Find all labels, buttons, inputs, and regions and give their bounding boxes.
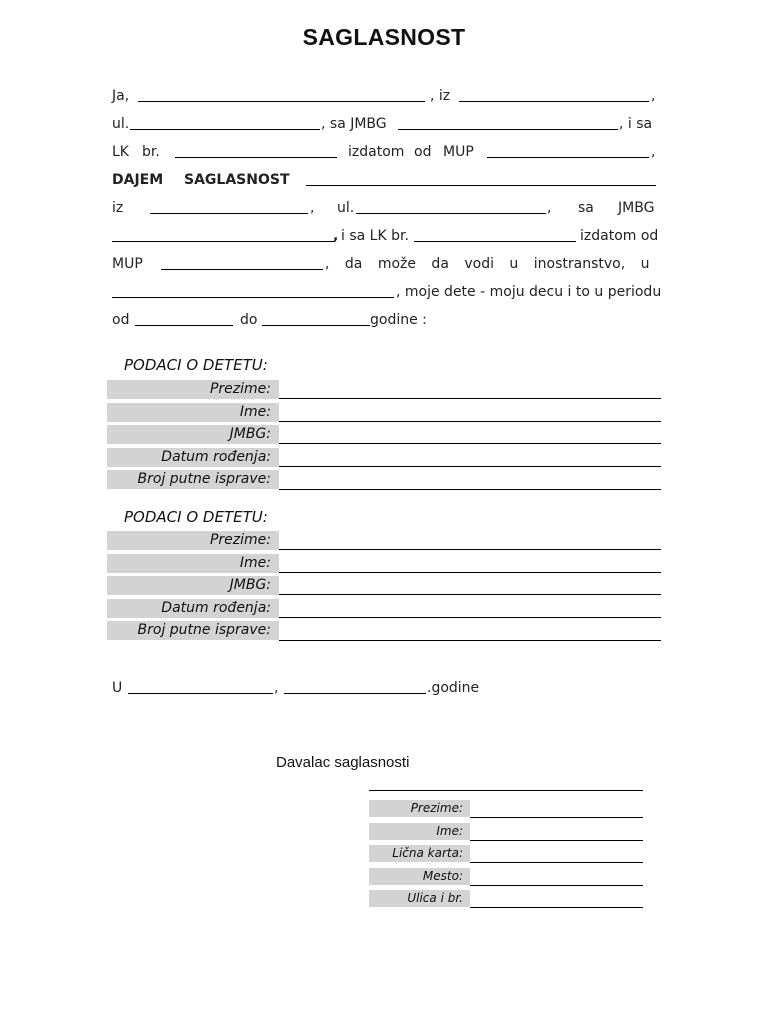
giver-city-label: Mesto: xyxy=(369,868,470,885)
street-field-line[interactable] xyxy=(130,129,320,130)
child-name-line[interactable] xyxy=(279,421,661,422)
text-dajem: DAJEM xyxy=(112,172,164,188)
text-comma: , xyxy=(651,88,656,104)
text-travel-abroad: , da može da vodi u inostranstvo, u xyxy=(325,256,650,272)
recipient-jmbg-line[interactable] xyxy=(112,241,334,242)
child-birthdate-line[interactable] xyxy=(279,617,661,618)
name-field-line[interactable] xyxy=(138,101,425,102)
text-i-sa: , i sa xyxy=(619,116,653,132)
text-mup: MUP xyxy=(112,256,143,272)
text-izdatom: izdatom xyxy=(348,144,405,160)
mup-field-line[interactable] xyxy=(487,157,649,158)
text-comma: , xyxy=(547,200,552,216)
consent-recipient-line[interactable] xyxy=(306,185,656,186)
child-jmbg-line[interactable] xyxy=(279,443,661,444)
giver-street-label: Ulica i br. xyxy=(369,890,470,907)
text-br: br. xyxy=(142,144,160,160)
text-sa: sa xyxy=(578,200,594,216)
giver-street-line[interactable] xyxy=(470,907,643,908)
period-from-line[interactable] xyxy=(135,325,233,326)
child-name-label: Ime: xyxy=(107,554,279,573)
recipient-mup-line[interactable] xyxy=(161,269,323,270)
text-od: od xyxy=(414,144,432,160)
child-name-label: Ime: xyxy=(107,403,279,422)
recipient-city-line[interactable] xyxy=(150,213,308,214)
destination-line[interactable] xyxy=(112,297,394,298)
child-surname-label: Prezime: xyxy=(107,380,279,399)
text-comma: , xyxy=(310,200,315,216)
text-ul: ul. xyxy=(112,116,130,132)
document-title: SAGLASNOST xyxy=(302,24,466,50)
giver-name-line[interactable] xyxy=(470,840,643,841)
child-section-title: PODACI O DETETU: xyxy=(124,356,268,374)
giver-surname-line[interactable] xyxy=(470,817,643,818)
recipient-street-line[interactable] xyxy=(356,213,546,214)
signature-line[interactable] xyxy=(369,790,643,791)
text-mup: MUP xyxy=(443,144,474,160)
child-section-title: PODACI O DETETU: xyxy=(124,508,268,526)
jmbg-field-line[interactable] xyxy=(398,129,618,130)
text-ul: ul. xyxy=(337,200,355,216)
text-do: do xyxy=(240,312,258,328)
child-passport-line[interactable] xyxy=(279,640,661,641)
city-field-line[interactable] xyxy=(459,101,649,102)
consent-giver-title: Davalac saglasnosti xyxy=(276,754,410,771)
text-godine: godine : xyxy=(370,312,427,328)
text-iz: iz xyxy=(112,200,124,216)
giver-name-label: Ime: xyxy=(369,823,470,840)
giver-city-line[interactable] xyxy=(470,885,643,886)
child-birthdate-label: Datum rođenja: xyxy=(107,448,279,467)
text-ja: Ja, xyxy=(112,88,130,104)
text-u: U xyxy=(112,680,123,696)
child-birthdate-label: Datum rođenja: xyxy=(107,599,279,618)
text-children-period: , moje dete - moju decu i to u periodu xyxy=(396,284,662,300)
date-line[interactable] xyxy=(284,693,426,694)
giver-id-card-label: Lična karta: xyxy=(369,845,470,862)
child-jmbg-label: JMBG: xyxy=(107,425,279,444)
child-surname-label: Prezime: xyxy=(107,531,279,550)
text-comma: , xyxy=(651,144,656,160)
place-line[interactable] xyxy=(128,693,273,694)
child-jmbg-label: JMBG: xyxy=(107,576,279,595)
text-iz: , iz xyxy=(430,88,451,104)
child-name-line[interactable] xyxy=(279,572,661,573)
text-sa-jmbg: , sa JMBG xyxy=(321,116,387,132)
text-i-sa-lk-br: i sa LK br. xyxy=(341,228,409,244)
giver-id-card-line[interactable] xyxy=(470,862,643,863)
text-saglasnost: SAGLASNOST xyxy=(184,172,290,188)
child-birthdate-line[interactable] xyxy=(279,466,661,467)
text-jmbg: JMBG xyxy=(618,200,655,216)
text-lk: LK xyxy=(112,144,129,160)
child-surname-line[interactable] xyxy=(279,549,661,550)
child-passport-line[interactable] xyxy=(279,489,661,490)
text-comma: , xyxy=(333,228,339,244)
child-surname-line[interactable] xyxy=(279,398,661,399)
child-passport-label: Broj putne isprave: xyxy=(107,621,279,640)
recipient-id-card-line[interactable] xyxy=(414,241,576,242)
text-godine: .godine xyxy=(427,680,480,696)
text-od: od xyxy=(112,312,130,328)
text-izdatom-od: izdatom od xyxy=(580,228,659,244)
period-to-line[interactable] xyxy=(262,325,370,326)
id-card-field-line[interactable] xyxy=(175,157,337,158)
giver-surname-label: Prezime: xyxy=(369,800,470,817)
text-comma: , xyxy=(274,680,279,696)
child-passport-label: Broj putne isprave: xyxy=(107,470,279,489)
child-jmbg-line[interactable] xyxy=(279,594,661,595)
